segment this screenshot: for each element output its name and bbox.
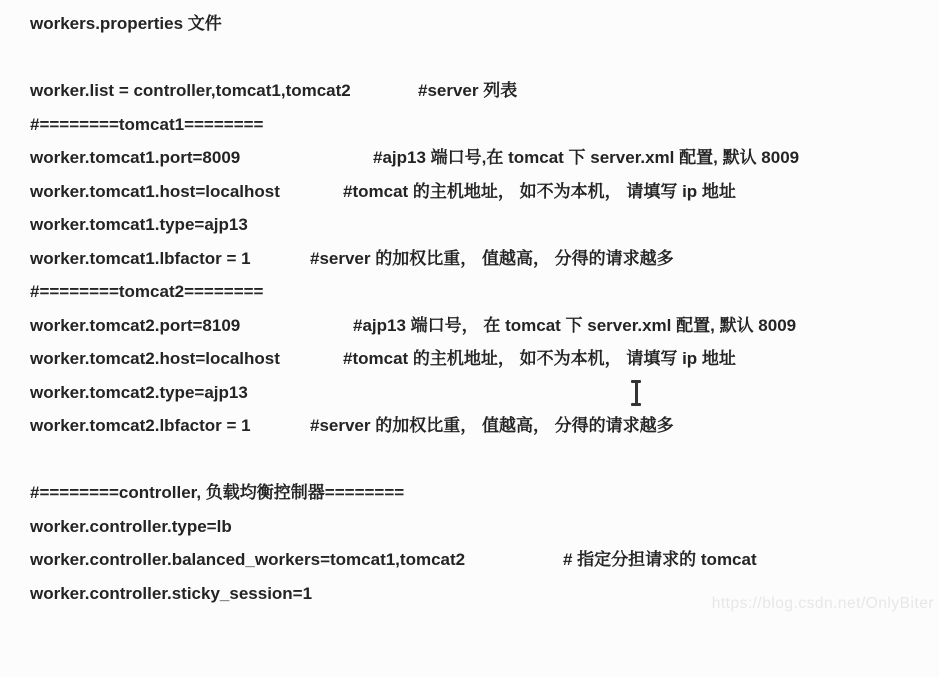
- config-code: worker.list = controller,tomcat1,tomcat2: [30, 81, 351, 100]
- config-line-tomcat2-host: [0, 342, 939, 376]
- config-code: #========tomcat1========: [30, 114, 264, 134]
- config-comment: # 指定分担请求的 tomcat: [563, 550, 757, 569]
- config-line-controller-balanced-workers: [0, 543, 939, 577]
- text-cursor-ibeam-icon: [629, 380, 643, 406]
- config-comment: #server 的加权比重， 值越高， 分得的请求越多: [310, 248, 674, 268]
- config-line-controller-type: [0, 510, 939, 544]
- config-comment: #server 列表: [418, 81, 518, 100]
- config-line-tomcat2-port: [0, 309, 939, 343]
- config-comment: #server 的加权比重， 值越高， 分得的请求越多: [310, 416, 674, 435]
- config-comment: #tomcat 的主机地址， 如不为本机， 请填写 ip 地址: [343, 181, 736, 201]
- ibeam-stem: [635, 382, 638, 404]
- ibeam-bottom-cap: [631, 403, 641, 406]
- config-comment: #tomcat 的主机地址， 如不为本机， 请填写 ip 地址: [343, 349, 736, 368]
- config-code: worker.tomcat1.type=ajp13: [30, 215, 248, 234]
- config-code: #========controller, 负载均衡控制器========: [30, 483, 405, 502]
- config-code: worker.tomcat2.lbfactor = 1: [30, 416, 251, 435]
- config-code: worker.controller.balanced_workers=tomcat1,tomcat2: [30, 550, 466, 569]
- separator-line-tomcat2: [0, 275, 939, 309]
- config-comment: #ajp13 端口号， 在 tomcat 下 server.xml 配置, 默认 8009: [353, 315, 797, 335]
- config-line-tomcat1-port: [0, 141, 939, 175]
- config-line-tomcat1-host: [0, 175, 939, 209]
- config-code: worker.tomcat1.host=localhost: [30, 181, 280, 201]
- blank-line: [0, 41, 939, 75]
- config-code: worker.controller.type=lb: [30, 516, 232, 536]
- config-code: worker.tomcat1.port=8009: [30, 148, 241, 167]
- config-line-tomcat1-lbfactor: [0, 242, 939, 276]
- config-code: #========tomcat2========: [30, 282, 264, 301]
- config-line-tomcat2-lbfactor: [0, 409, 939, 443]
- document-title: [0, 7, 939, 41]
- config-line-tomcat2-type: [0, 376, 939, 410]
- config-comment: #ajp13 端口号,在 tomcat 下 server.xml 配置, 默认 8009: [373, 148, 800, 167]
- csdn-watermark: https://blog.csdn.net/OnlyBiter: [711, 595, 934, 612]
- config-code: worker.tomcat2.type=ajp13: [30, 382, 248, 402]
- separator-line-tomcat1: [0, 108, 939, 142]
- config-code: worker.tomcat1.lbfactor = 1: [30, 248, 251, 268]
- config-code: worker.tomcat2.port=8109: [30, 315, 241, 335]
- config-line-tomcat1-type: [0, 208, 939, 242]
- config-code: worker.tomcat2.host=localhost: [30, 349, 280, 368]
- blank-line: [0, 443, 939, 477]
- config-line-worker-list: [0, 74, 939, 108]
- document-title-text: workers.properties 文件: [30, 14, 222, 33]
- config-code: worker.controller.sticky_session=1: [30, 583, 313, 603]
- separator-line-controller: [0, 476, 939, 510]
